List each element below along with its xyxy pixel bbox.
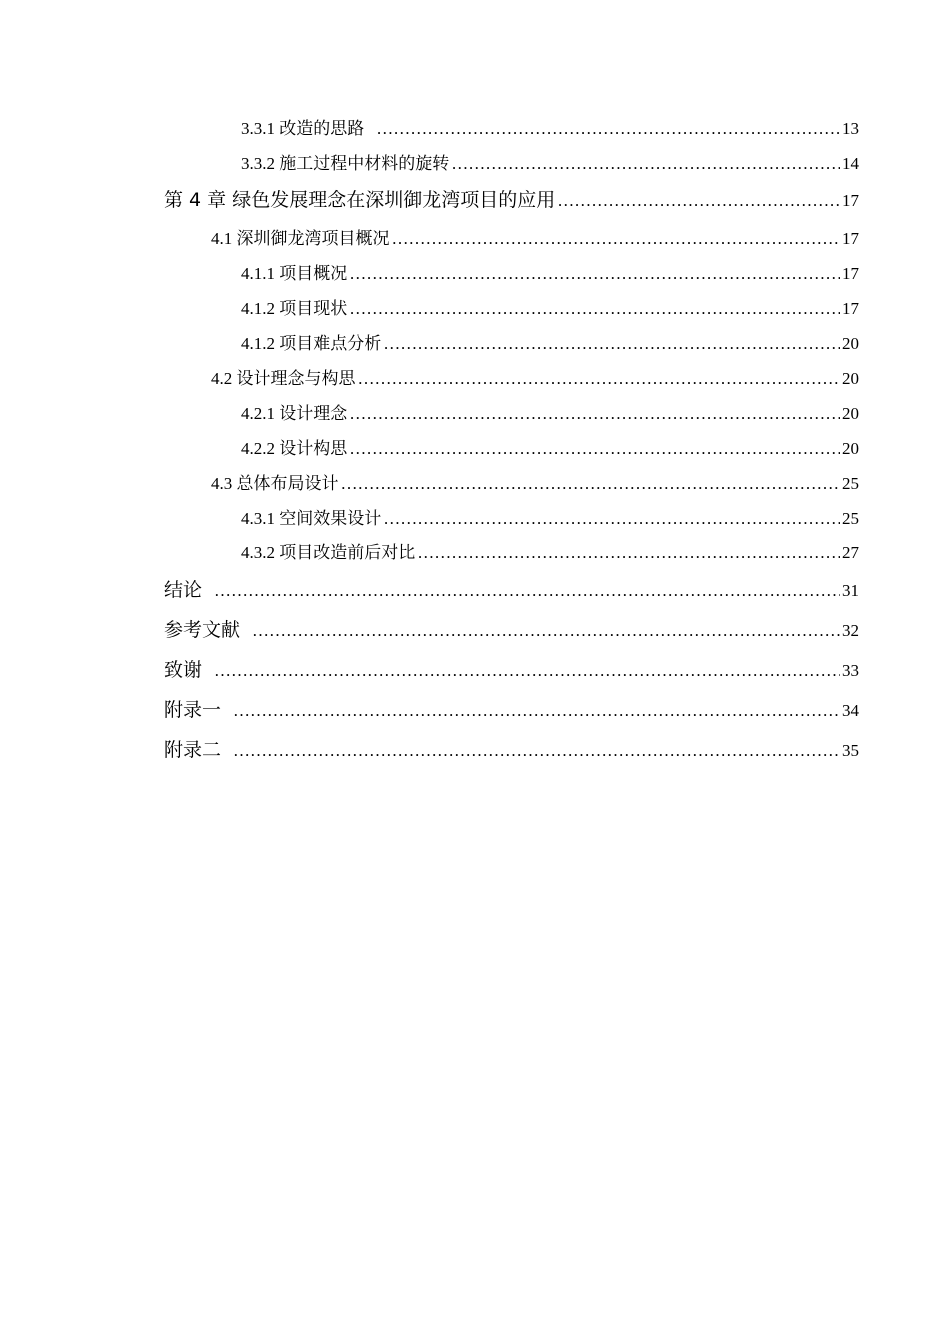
toc-entry-title: 第 4 章 绿色发展理念在深圳御龙湾项目的应用 [164,189,556,211]
toc-entry-4-2[interactable] [211,364,859,389]
toc-leader-dots [349,404,840,424]
toc-entry-3-3-2[interactable] [241,149,859,174]
toc-leader-dots [252,621,840,641]
toc-entry-title: 3.3.2 施工过程中材料的旋转 [241,154,450,173]
toc-leader-dots [383,334,840,354]
toc-entry-title: 4.2.1 设计理念 [241,404,348,423]
toc-page-number: 35 [842,741,859,760]
toc-entry-chapter-4[interactable] [164,185,859,212]
toc-leader-dots [392,229,841,249]
toc-entry-title: 4.1.2 项目难点分析 [241,334,382,353]
toc-leader-dots [451,154,840,174]
toc-entry-title: 4.2 设计理念与构思 [211,369,356,388]
toc-entry-appendix-2[interactable] [164,735,859,762]
toc-page-number: 17 [842,299,859,318]
toc-leader-dots [233,701,840,721]
toc-entry-title: 3.3.1 改造的思路 [241,119,365,138]
toc-entry-3-3-1[interactable] [241,114,859,139]
toc-entry-title: 4.3.1 空间效果设计 [241,509,382,528]
toc-leader-dots [557,191,840,211]
toc-entry-4-1[interactable] [211,224,859,249]
toc-entry-conclusion[interactable] [164,575,859,602]
toc-entry-acknowledgements[interactable] [164,655,859,682]
toc-leader-dots [358,369,841,389]
toc-entry-title: 4.1 深圳御龙湾项目概况 [211,229,390,248]
toc-page-number: 31 [842,581,859,600]
toc-leader-dots [417,543,840,563]
toc-entry-title: 参考文献 [164,619,241,641]
toc-page-number: 34 [842,701,859,720]
toc-entry-title: 结论 [164,579,203,601]
toc-entry-appendix-1[interactable] [164,695,859,722]
toc-entry-4-1-2-difficulty[interactable] [241,329,859,354]
toc-entry-title: 4.3.2 项目改造前后对比 [241,543,416,562]
toc-page-number: 27 [842,543,859,562]
toc-entry-title: 4.1.1 项目概况 [241,264,348,283]
toc-page-number: 20 [842,369,859,388]
toc-entry-4-3[interactable] [211,469,859,494]
toc-page-number: 20 [842,334,859,353]
toc-entry-4-1-1[interactable] [241,259,859,284]
toc-page-number: 32 [842,621,859,640]
toc-entry-title: 附录二 [164,739,222,761]
toc-leader-dots [349,439,840,459]
toc-leader-dots [349,299,840,319]
toc-entry-4-2-1[interactable] [241,399,859,424]
toc-entry-title: 4.2.2 设计构思 [241,439,348,458]
toc-page-number: 25 [842,509,859,528]
toc-page-number: 17 [842,264,859,283]
toc-leader-dots [233,741,840,761]
toc-leader-dots [383,509,840,529]
toc-entry-title: 附录一 [164,699,222,721]
toc-leader-dots [349,264,840,284]
toc-entry-4-3-2[interactable] [241,538,859,563]
toc-page-number: 20 [842,404,859,423]
toc-leader-dots [214,661,840,681]
toc-entry-4-2-2[interactable] [241,434,859,459]
toc-entry-4-3-1[interactable] [241,504,859,529]
toc-page-number: 14 [842,154,859,173]
toc-page-number: 17 [842,191,859,210]
toc-entry-title: 致谢 [164,659,203,681]
toc-page-number: 25 [842,474,859,493]
toc-entry-references[interactable] [164,615,859,642]
toc-entry-title: 4.1.2 项目现状 [241,299,348,318]
toc-leader-dots [376,119,840,139]
toc-entry-4-1-2[interactable] [241,294,859,319]
toc-leader-dots [214,581,840,601]
toc-leader-dots [341,474,841,494]
toc-page-number: 20 [842,439,859,458]
toc-page-number: 17 [842,229,859,248]
toc-page-number: 13 [842,119,859,138]
toc-page-number: 33 [842,661,859,680]
toc-entry-title: 4.3 总体布局设计 [211,474,339,493]
